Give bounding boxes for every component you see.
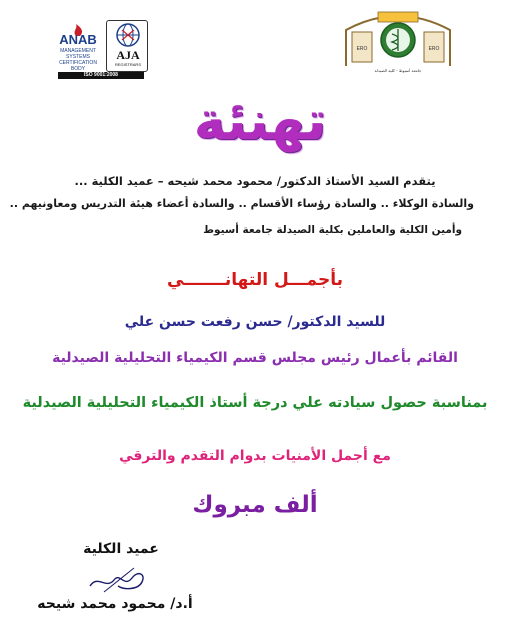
- wishes-heading: بأجمـــل التهانـــــــي: [167, 270, 343, 290]
- anab-logo: [54, 22, 102, 72]
- aja-label: AJA: [116, 48, 140, 62]
- regards-line: مع أجمل الأمنيات بدوام التقدم والترقي: [119, 448, 391, 464]
- faculty-seal: [342, 10, 454, 86]
- title-banner: [140, 90, 380, 152]
- signature-name: أ.د/ محمود محمد شيحه: [37, 596, 193, 612]
- recipient-role: القائم بأعمال رئيس مجلس قسم الكيمياء التحليلية الصيدلية: [52, 350, 458, 366]
- anab-label: ANAB: [59, 32, 97, 47]
- occasion-line: بمناسبة حصول سيادته علي درجة أستاذ الكيمياء التحليلية الصيدلية: [22, 395, 488, 411]
- aja-subtitle: REGISTRARS: [114, 62, 141, 67]
- intro-line-3: وأمين الكلية والعاملين بكلية الصيدلة جامعة أسيوط: [203, 224, 462, 236]
- page-title: تهنئة: [193, 89, 327, 152]
- svg-text:ERO: ERO: [356, 46, 368, 52]
- faculty-emblem-icon: [342, 10, 454, 68]
- signature-title: عميد الكلية: [83, 541, 159, 557]
- anab-subtitle: MANAGEMENT SYSTEMS CERTIFICATION BODY: [59, 48, 97, 72]
- accreditation-logos: [54, 20, 150, 78]
- recipient-line: للسيد الدكتور/ حسن رفعت حسن علي: [124, 314, 386, 330]
- iso-label: ISO 9001:2008: [58, 72, 144, 79]
- aja-globe-icon: [107, 21, 149, 49]
- handwritten-signature: [84, 560, 154, 596]
- svg-text:ERO: ERO: [428, 46, 440, 52]
- congrats-line: ألف مبروك: [192, 492, 318, 518]
- intro-line-2: والسادة الوكلاء .. والسادة رؤساء الأقسام .. والسادة أعضاء هيئة التدريس ومعاونيهم ..: [9, 197, 474, 210]
- aja-logo: [106, 20, 148, 72]
- intro-line-1: يتقدم السيد الأستاذ الدكتور/ محمود محمد شيحه – عميد الكلية ...: [74, 174, 436, 188]
- seal-caption: جامعة أسيوط - كلية الصيدلة: [374, 68, 422, 73]
